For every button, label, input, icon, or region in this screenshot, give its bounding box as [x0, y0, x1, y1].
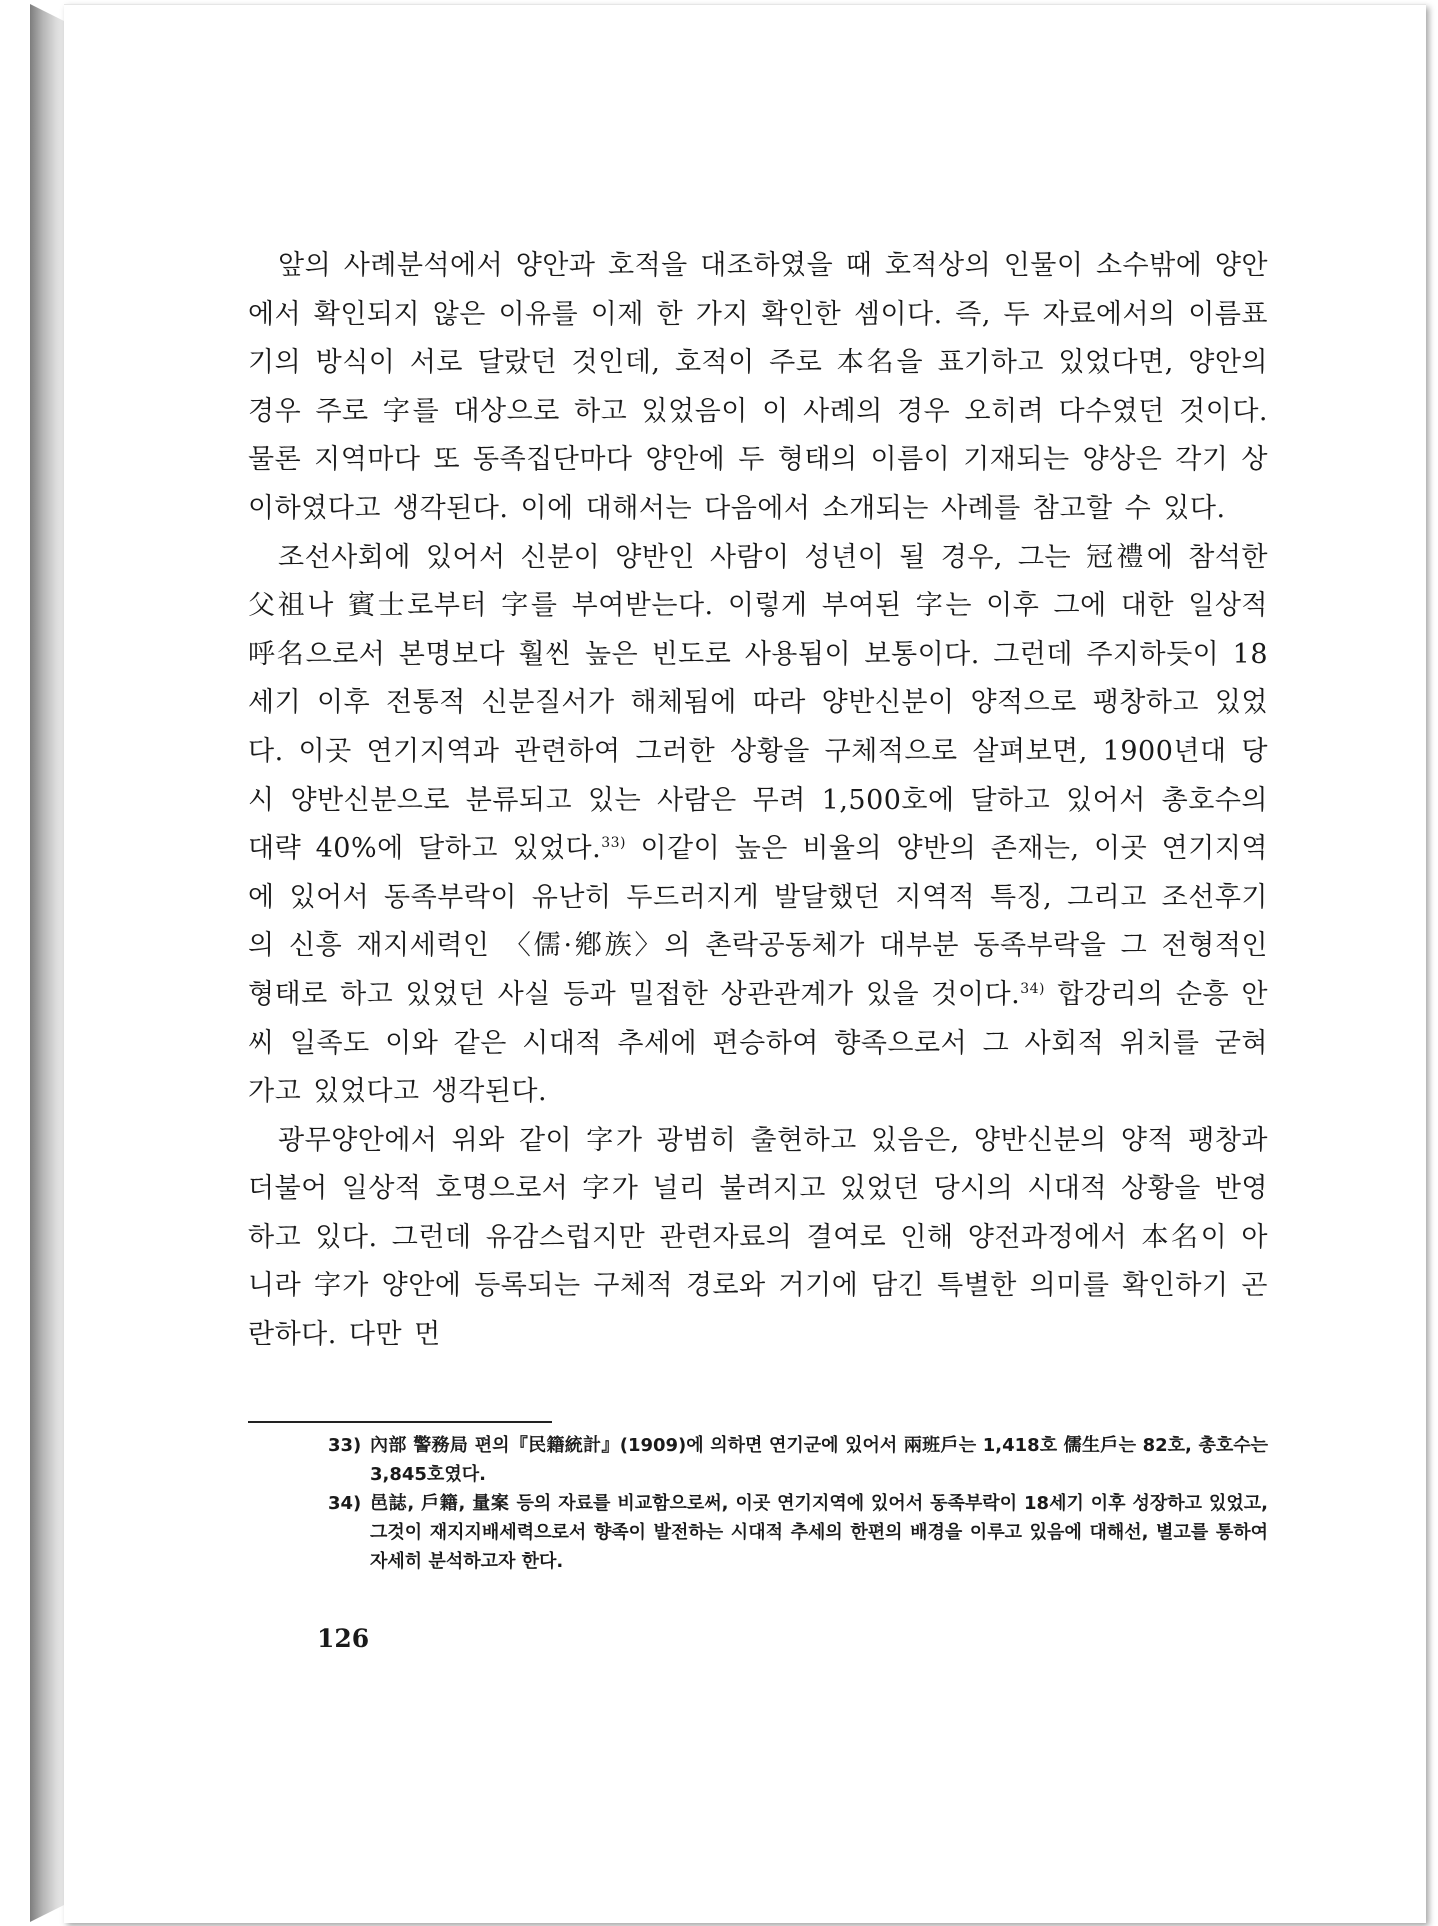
- paragraph-2-text-c: 합강리의 순흥 안씨 일족도 이와 같은 시대적 추세에 편승하여 향족으로서 그 사회적 위치를 굳혀 가고 있었다고 생각된다.: [248, 978, 1268, 1108]
- paragraph-3: [248, 1117, 1268, 1360]
- page-number: 126: [317, 1624, 370, 1653]
- paragraph-2: [248, 534, 1268, 1117]
- footnote-ref-33: 33): [601, 835, 627, 852]
- paragraph-2-text-a: 조선사회에 있어서 신분이 양반인 사람이 성년이 될 경우, 그는 冠禮에 참석한 父祖나 賓士로부터 字를 부여받는다. 이렇게 부여된 字는 이후 그에 대한 일상적 呼名으로서 본명보다 훨씬 높은 빈도로 사용됨이 보통이다. 그런데 주지하듯이 18세기 이후 전통적 신분질서가 해체됨에 따라 양반신분이 양적으로 팽창하고 있었다. 이곳 연기지역과 관련하여 그러한 상황을 구체적으로 살펴보면, 1900년대 당시 양반신분으로 분류되고 있는 사람은 무려 1,500호에 달하고 있어서 총호수의 대략 40%에 달하고 있었다.: [248, 541, 1268, 865]
- footnote-33: [328, 1431, 1268, 1489]
- paragraph-1: [248, 242, 1268, 534]
- paragraph-1-text: 앞의 사례분석에서 양안과 호적을 대조하였을 때 호적상의 인물이 소수밖에 양안에서 확인되지 않은 이유를 이제 한 가지 확인한 셈이다. 즉, 두 자료에서의 이름표기의 방식이 서로 달랐던 것인데, 호적이 주로 本名을 표기하고 있었다면, 양안의 경우 주로 字를 대상으로 하고 있었음이 이 사례의 경우 오히려 다수였던 것이다. 물론 지역마다 또 동족집단마다 양안에 두 형태의 이름이 기재되는 양상은 각기 상이하였다고 생각된다. 이에 대해서는 다음에서 소개되는 사례를 참고할 수 있다.: [248, 250, 1268, 524]
- footnote-text: 內部 警務局 편의『民籍統計』(1909)에 의하면 연기군에 있어서 兩班戶는 1,418호 儒生戶는 82호, 총호수는 3,845호였다.: [370, 1435, 1268, 1485]
- footnote-34: [328, 1489, 1268, 1576]
- paragraph-3-text: 광무양안에서 위와 같이 字가 광범히 출현하고 있음은, 양반신분의 양적 팽창과 더불어 일상적 호명으로서 字가 널리 불려지고 있었던 당시의 시대적 상황을 반영하고 있다. 그런데 유감스럽지만 관련자료의 결여로 인해 양전과정에서 本名이 아니라 字가 양안에 등록되는 구체적 경로와 거기에 담긴 특별한 의미를 확인하기 곤란하다. 다만 먼: [248, 1124, 1268, 1351]
- footnote-number: 34): [328, 1493, 362, 1514]
- footnotes: [328, 1431, 1268, 1576]
- footnote-divider: [248, 1421, 552, 1423]
- footnote-text: 邑誌, 戶籍, 量案 등의 자료를 비교함으로써, 이곳 연기지역에 있어서 동족부락이 18세기 이후 성장하고 있었고, 그것이 재지지배세력으로서 향족이 발전하는 시대적 추세의 한편의 배경을 이루고 있음에 대해선, 별고를 통하여 자세히 분석하고자 한다.: [370, 1493, 1268, 1572]
- footnote-ref-34: 34): [1020, 980, 1045, 997]
- book-spine-edge: [30, 4, 66, 1922]
- paragraph-2-text-b: 이같이 높은 비율의 양반의 존재는, 이곳 연기지역에 있어서 동족부락이 유난히 두드러지게 발달했던 지역적 특징, 그리고 조선후기의 신흥 재지세력인 〈儒·鄕族〉의 촌락공동체가 대부분 동족부락을 그 전형적인 형태로 하고 있었던 사실 등과 밀접한 상관관계가 있을 것이다.: [248, 833, 1268, 1010]
- body-text: [248, 242, 1268, 1360]
- footnote-number: 33): [328, 1435, 362, 1456]
